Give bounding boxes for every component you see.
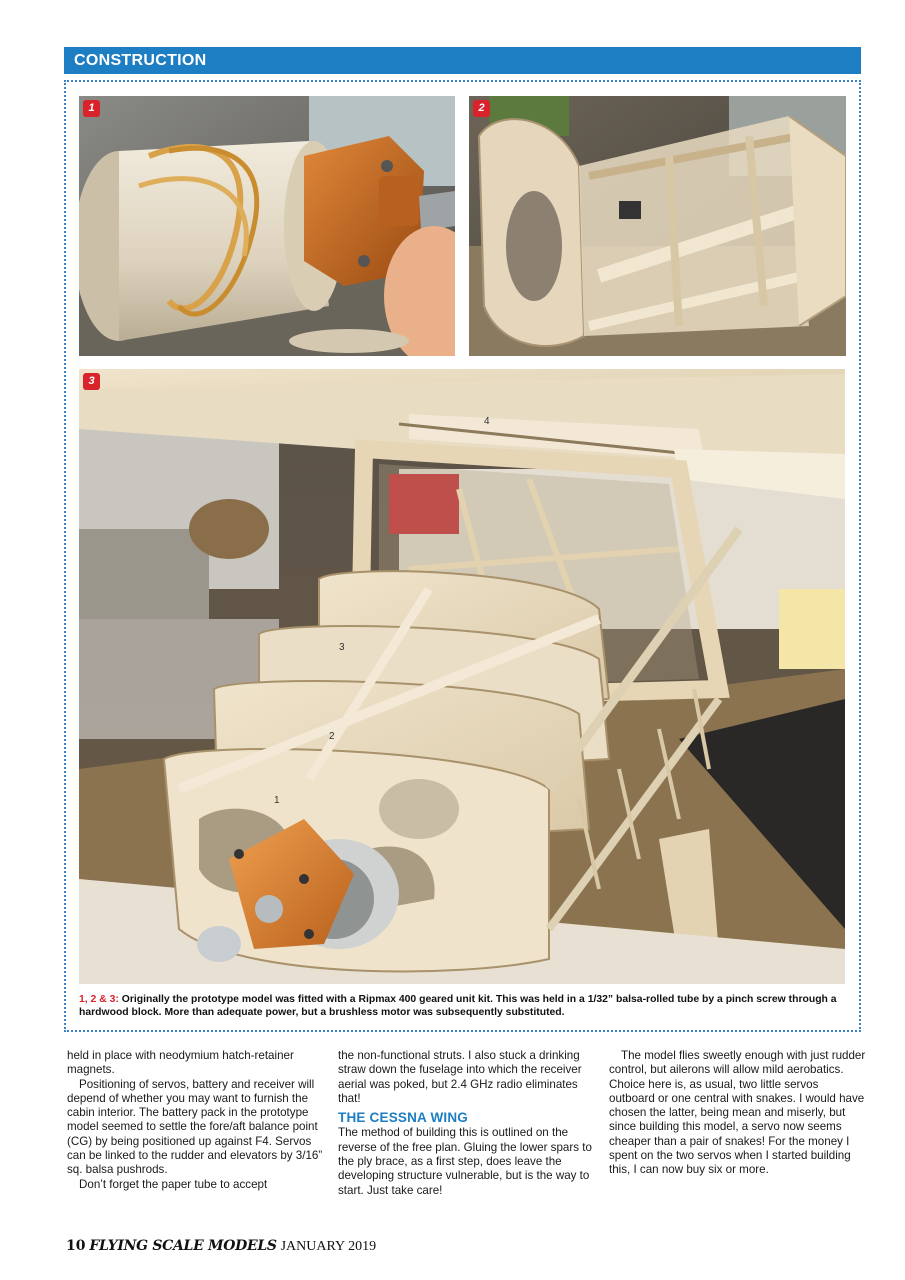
paragraph: Positioning of servos, battery and receiver will depend of whether you may want to furnish the cabin interior. The battery pack in the prototype model seemed to settle the fore/aft balance point (CG) by being positioned up against F4. Servos can be linked to the rudder and elevators by 3/16” sq. balsa pushrods. [67, 1077, 323, 1177]
text-column-3 [609, 1049, 867, 1178]
photo-motor-tube [79, 96, 455, 356]
photo-fuselage-build [79, 369, 845, 984]
photo-number-badge: 2 [473, 100, 490, 117]
text-column-2 [338, 1049, 596, 1198]
photo-fuselage-frame [469, 96, 846, 356]
paragraph: The model flies sweetly enough with just rudder control, but ailerons will allow mild aerobatics. Choice here is, as usual, two little servos outboard or one central with snakes. I would have chosen the latter, being mean and miserly, but since building this model, a servo now seems cheaper than a pair of snakes! For the money I spent on the two servos when I started building this, I can now buy six or more. [609, 1049, 866, 1177]
paragraph: the non-functional struts. I also stuck a drinking straw down the fuselage into which the receiver aerial was poked, but 2.4 GHz radio eliminates that! [338, 1049, 582, 1105]
paragraph: Don’t forget the paper tube to accept [79, 1177, 268, 1191]
paragraph: The method of building this is outlined on the reverse of the free plan. Gluing the lower spars to the ply brace, as a first step, does leave the developing structure vulnerable, but is the way to start. Just take care! [338, 1126, 592, 1197]
former-label-3: 3 [339, 642, 345, 653]
page-number: 10 [66, 1238, 86, 1254]
issue-date: JANUARY 2019 [280, 1239, 377, 1254]
section-header: CONSTRUCTION [64, 47, 861, 74]
subheading: THE CESSNA WING [338, 1110, 469, 1126]
magazine-title: FLYING SCALE MODELS [89, 1238, 277, 1254]
photo-caption [79, 993, 839, 1019]
photo-number-badge: 3 [83, 373, 100, 390]
former-label-1: 1 [274, 795, 280, 806]
caption-label: 1, 2 & 3: [79, 994, 119, 1005]
page-footer [66, 1237, 376, 1255]
photo-number-badge: 1 [83, 100, 100, 117]
former-label-2: 2 [329, 731, 335, 742]
text-column-1 [67, 1049, 325, 1192]
caption-text: Originally the prototype model was fitted with a Ripmax 400 geared unit kit. This was held in a 1/32” balsa-rolled tube by a pinch screw through a hardwood block. More than adequate power, but a brushless motor was subsequently substituted. [79, 994, 837, 1018]
former-label-4: 4 [484, 416, 490, 427]
paragraph: held in place with neodymium hatch-retainer magnets. [67, 1049, 294, 1077]
